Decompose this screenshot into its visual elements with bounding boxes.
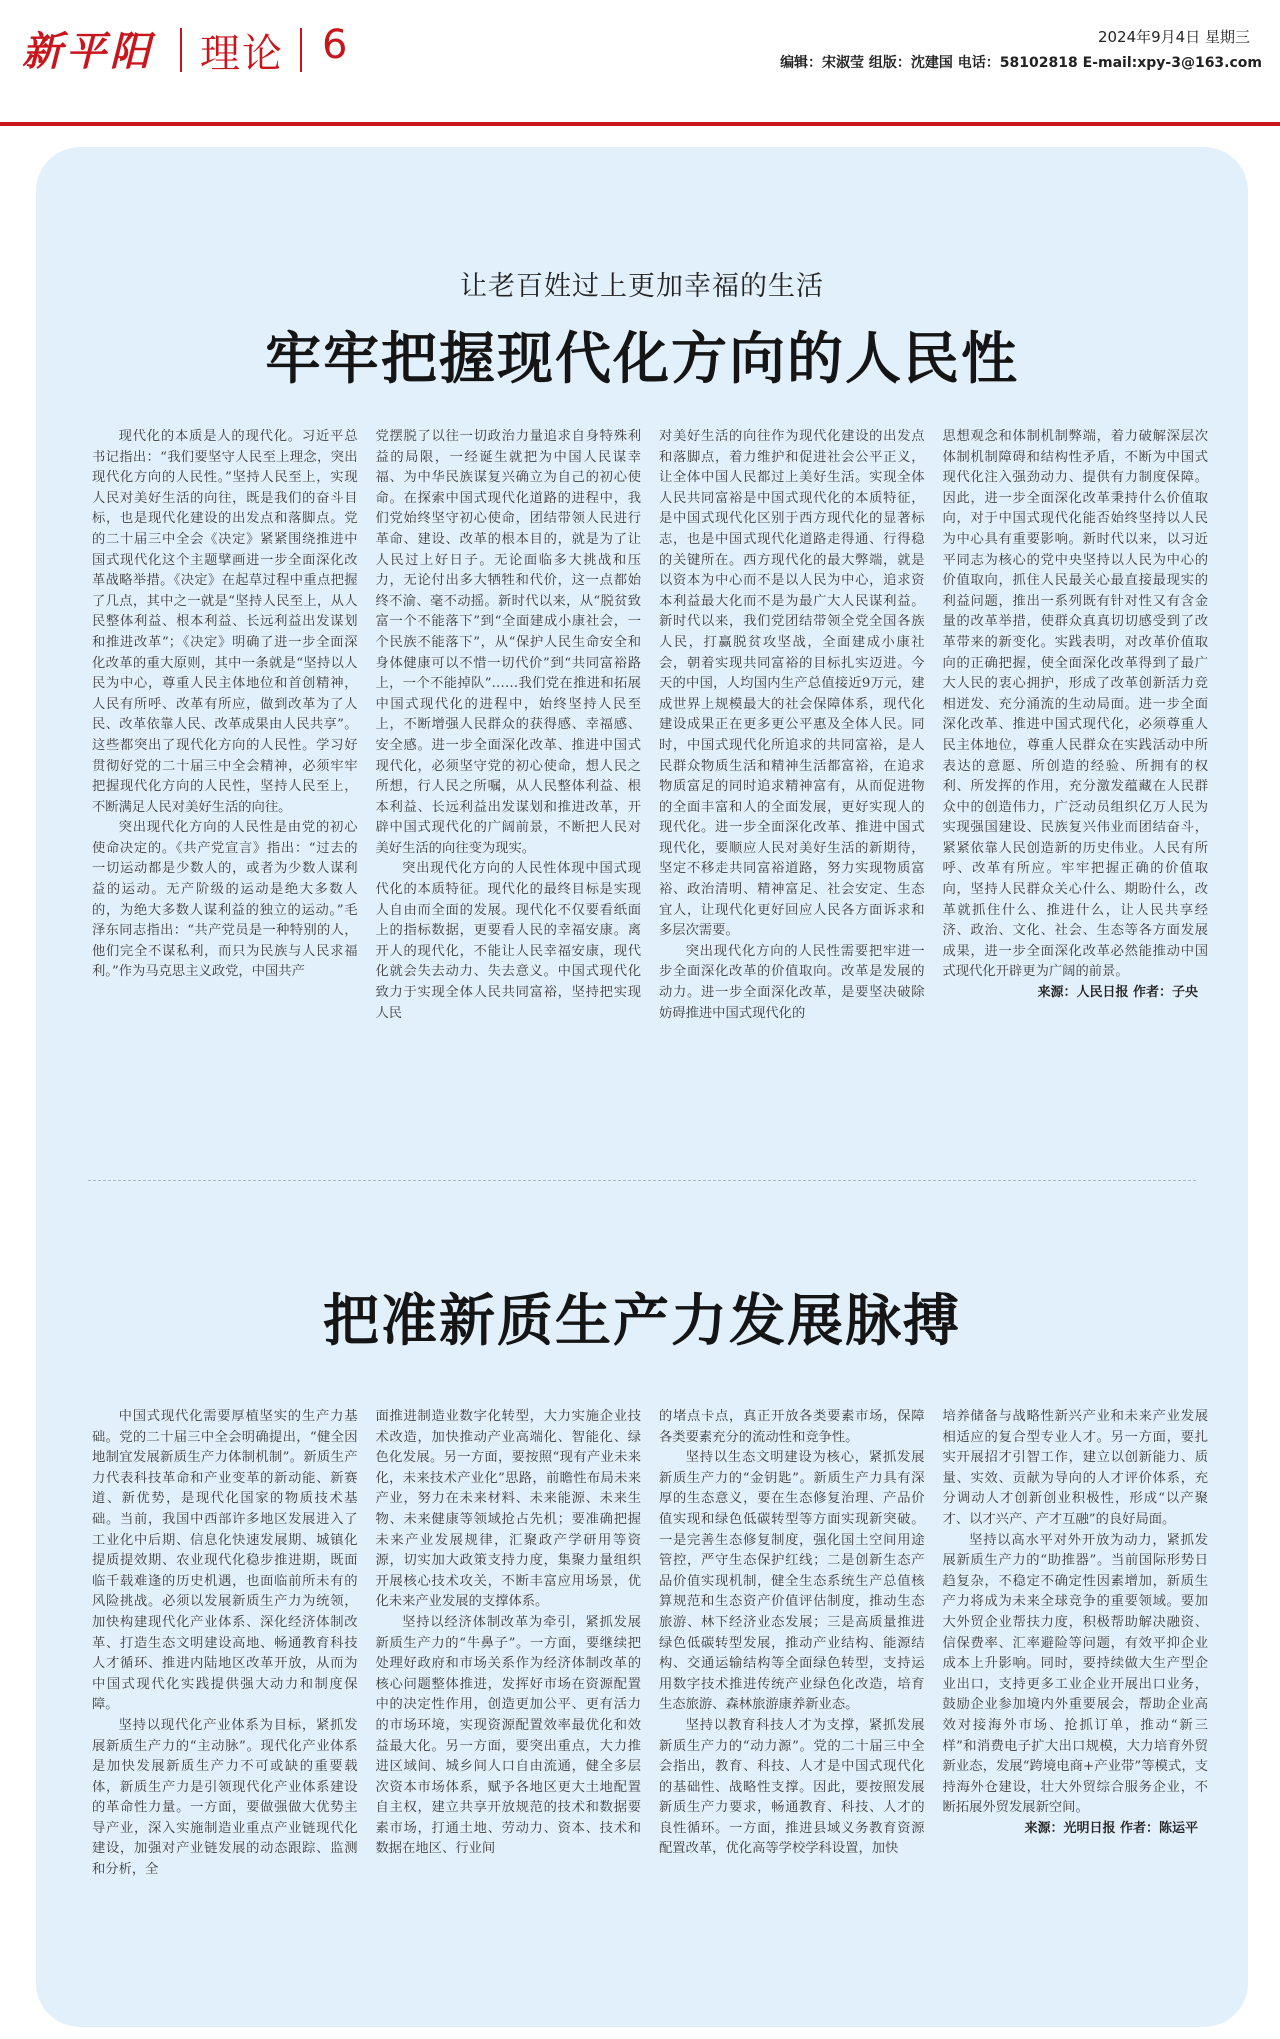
paragraph: 思想观念和体制机制弊端，着力破解深层次体制机制障碍和结构性矛盾，不断为中国式现代化注入强劲动力、提供有力制度保障。因此，进一步全面深化改革秉持什么价值取向，对于中国式现代化能否始终坚持以人民为中心具有重要影响。新时代以来，以习近平同志为核心的党中央坚持以人民为中心的价值取向，抓住人民最关心最直接最现实的利益问题，推出一系列既有针对性又有含金量的改革举措，使群众真真切切感受到了改革带来的新变化。实践表明，对改革价值取向的正确把握，使全面深化改革得到了最广大人民的衷心拥护，形成了改革创新活力竞相迸发、充分涌流的生动局面。进一步全面深化改革、推进中国式现代化，必须尊重人民主体地位，尊重人民群众在实践活动中所表达的意愿、所创造的经验、所拥有的权利、所发挥的作用，充分激发蕴藏在人民群众中的创造伟力，广泛动员组织亿万人民为实现强国建设、民族复兴伟业而团结奋斗，紧紧依靠人民创造新的历史伟业。人民有所呼、改革有所应。牢牢把握正确的价值取向，坚持人民群众关心什么、期盼什么，改革就抓住什么、推进什么，让人民共享经济、政治、文化、社会、生态等各方面发展成果，进一步全面深化改革必然能推动中国式现代化开辟更为广阔的前景。 xyxy=(942,429,1208,980)
masthead xyxy=(0,0,1280,130)
newspaper-logo: 新平阳 xyxy=(22,28,154,75)
article1-body xyxy=(92,427,1208,1247)
section-name: 理论 xyxy=(200,31,284,77)
paragraph: 突出现代化方向的人民性需要把牢进一步全面深化改革的价值取向。改革是发展的动力。进一步全面深化改革，是要坚决破除妨碍推进中国式现代化的 xyxy=(659,943,925,1021)
article2-column xyxy=(376,1407,642,1907)
masthead-separator xyxy=(300,28,302,72)
article1-column xyxy=(943,427,1209,1247)
paragraph: 培养储备与战略性新兴产业和未来产业发展相适应的复合型专业人才。另一方面，要扎实开展招才引智工作，建立以创新能力、质量、实效、贡献为导向的人才评价体系，充分调动人才创新创业积极性，形成“以产聚才、以才兴产、产才互融”的良好局面。 xyxy=(942,1409,1208,1527)
paragraph: 现代化的本质是人的现代化。习近平总书记指出：“我们要坚守人民至上理念，突出现代化方向的人民性。”坚持人民至上，实现人民对美好生活的向往，既是我们的奋斗目标，也是现代化建设的出发点和落脚点。党的二十届三中全会《决定》紧紧围绕推进中国式现代化这个主题擘画进一步全面深化改革战略举措。《决定》在起草过程中重点把握了几点，其中之一就是“坚持人民至上，从人民整体利益、根本利益、长远利益出发谋划和推进改革”；《决定》明确了进一步全面深化改革的重大原则，其中一条就是“坚持以人民为中心，尊重人民主体地位和首创精神，人民有所呼、改革有所应，做到改革为了人民、改革依靠人民、改革成果由人民共享”。这些都突出了现代化方向的人民性。学习好贯彻好党的二十届三中全会精神，必须牢牢把握现代化方向的人民性，坚持人民至上，不断满足人民对美好生活的向往。 xyxy=(92,429,358,815)
editor-credits: 编辑：宋淑莹 组版：沈建国 电话：58102818 E-mail:xpy-3@163.com xyxy=(780,55,1262,71)
content-panel xyxy=(36,147,1248,2027)
article2-column xyxy=(659,1407,925,1907)
masthead-rule xyxy=(0,122,1280,126)
paragraph: 坚持以经济体制改革为牵引，紧抓发展新质生产力的“牛鼻子”。一方面，要继续把处理好政府和市场关系作为经济体制改革的核心问题整体推进，发挥好市场在资源配置中的决定性作用，创造更加公平、更有活力的市场环境，实现资源配置效率最优化和效益最大化。另一方面，要突出重点，大力推进区域间、城乡间人口自由流通，健全多层次资本市场体系，赋予各地区更大土地配置自主权，建立共享开放规范的技术和数据要素市场，打通土地、劳动力、资本、技术和数据在地区、行业间 xyxy=(375,1614,641,1857)
paragraph: 突出现代化方向的人民性是由党的初心使命决定的。《共产党宣言》指出：“过去的一切运动都是少数人的，或者为少数人谋利益的运动。无产阶级的运动是绝大多数人的，为绝大多数人谋利益的独立的运动。”毛泽东同志指出：“共产党员是一种特别的人，他们完全不谋私利，而只为民族与人民求福利。”作为马克思主义政党，中国共产 xyxy=(92,820,358,980)
paragraph: 党摆脱了以往一切政治力量追求自身特殊利益的局限，一经诞生就把为中国人民谋幸福、为中华民族谋复兴确立为自己的初心使命。在探索中国式现代化道路的进程中，我们党始终坚守初心使命，团结带领人民进行革命、建设、改革的根本目的，就是为了让人民过上好日子。无论面临多大挑战和压力，无论付出多大牺牲和代价，这一点都始终不渝、毫不动摇。新时代以来，从“脱贫致富一个不能落下”到“全面建成小康社会，一个民族不能落下”，从“保护人民生命安全和身体健康可以不惜一切代价”到“共同富裕路上，一个不能掉队”……我们党在推进和拓展中国式现代化的进程中，始终坚持人民至上，不断增强人民群众的获得感、幸福感、安全感。进一步全面深化改革、推进中国式现代化，必须坚守党的初心使命，想人民之所想，行人民之所嘱，从人民整体利益、根本利益、长远利益出发谋划和推进改革，开辟中国式现代化的广阔前景，不断把人民对美好生活的向往变为现实。 xyxy=(375,429,641,856)
paragraph: 中国式现代化需要厚植坚实的生产力基础。党的二十届三中全会明确提出，“健全因地制宜发展新质生产力体制机制”。新质生产力代表科技革命和产业变革的新动能、新赛道、新优势，是现代化国家的物质技术基础。当前，我国中西部许多地区发展进入了工业化中后期、信息化快速发展期、城镇化提质提效期、农业现代化稳步推进期，既面临千载难逢的历史机遇，也面临前所未有的风险挑战。必须以发展新质生产力为统领，加快构建现代化产业体系、深化经济体制改革、打造生态文明建设高地、畅通教育科技人才循环、推进内陆地区改革开放，从而为中国式现代化实践提供强大动力和制度保障。 xyxy=(92,1409,358,1713)
article1-column xyxy=(92,427,358,1247)
page-number: 6 xyxy=(322,22,348,68)
article1-kicker: 让老百姓过上更加幸福的生活 xyxy=(460,271,824,302)
article1-byline: 来源：人民日报 作者：子央 xyxy=(1037,985,1198,1001)
paragraph: 的堵点卡点，真正开放各类要素市场，保障各类要素充分的流动性和竞争性。 xyxy=(659,1409,925,1445)
article2-body xyxy=(92,1407,1208,1907)
article2-byline: 来源：光明日报 作者：陈运平 xyxy=(1024,1820,1198,1836)
paragraph: 面推进制造业数字化转型，大力实施企业技术改造，加快推动产业高端化、智能化、绿色化发展。另一方面，要按照“现有产业未来化，未来技术产业化”思路，前瞻性布局未来产业，努力在未来材料、未来能源、未来生物、未来健康等领域抢占先机；要准确把握未来产业发展规律，汇聚政产学研用等资源，切实加大政策支持力度，集聚力量组织开展核心技术攻关，不断丰富应用场景，优化未来产业发展的支撑体系。 xyxy=(375,1409,641,1610)
article1-column xyxy=(659,427,925,1247)
paragraph: 坚持以生态文明建设为核心，紧抓发展新质生产力的“金钥匙”。新质生产力具有深厚的生态意义，要在生态修复治理、产品价值实现和绿色低碳转型等方面实现新突破。一是完善生态修复制度，强化国土空间用途管控，严守生态保护红线；二是创新生态产品价值实现机制，健全生态系统生产总值核算规范和生态资产价值评估制度，推动生态旅游、林下经济业态发展；三是高质量推进绿色低碳转型发展，推动产业结构、能源结构、交通运输结构等全面绿色转型，支持运用数字技术推进传统产业绿色化改造，培育生态旅游、森林旅游康养新业态。 xyxy=(659,1450,925,1713)
paragraph: 坚持以高水平对外开放为动力，紧抓发展新质生产力的“助推器”。当前国际形势日趋复杂，不稳定不确定性因素增加，新质生产力将成为未来全球竞争的重要领域。要加大外贸企业帮扶力度，积极帮助解决融资、信保费率、汇率避险等问题，有效平抑企业成本上升影响。同时，要持续做大生产型企业出口，支持更多工业企业开展出口业务，鼓励企业参加境内外重要展会，帮助企业高效对接海外市场、抢抓订单，推动“新三样”和消费电子扩大出口规模，大力培育外贸新业态，发展“跨境电商+产业带”等模式，支持海外仓建设，壮大外贸综合服务企业，不断拓展外贸发展新空间。 xyxy=(942,1532,1208,1816)
article-divider xyxy=(88,1180,1196,1181)
article1-title: 牢牢把握现代化方向的人民性 xyxy=(265,327,1019,392)
paragraph: 突出现代化方向的人民性体现中国式现代化的本质特征。现代化的最终目标是实现人自由而全面的发展。现代化不仅要看纸面上的指标数据，更要看人民的幸福安康。离开人的现代化，不能让人民幸福安康，现代化就会失去动力、失去意义。中国式现代化致力于实现全体人民共同富裕，坚持把实现人民 xyxy=(375,861,641,1021)
paragraph: 坚持以现代化产业体系为目标，紧抓发展新质生产力的“主动脉”。现代化产业体系是加快发展新质生产力不可或缺的重要载体，新质生产力是引领现代化产业体系建设的革命性力量。一方面，要做强做大优势主导产业，深入实施制造业重点产业链现代化建设，加强对产业链发展的动态跟踪、监测和分析，全 xyxy=(92,1717,358,1878)
paragraph: 坚持以教育科技人才为支撑，紧抓发展新质生产力的“动力源”。党的二十届三中全会指出，教育、科技、人才是中国式现代化的基础性、战略性支撑。因此，要按照发展新质生产力要求，畅通教育、科技、人才的良性循环。一方面，推进县域义务教育资源配置改革，优化高等学校学科设置，加快 xyxy=(659,1717,925,1857)
article2-column xyxy=(943,1407,1209,1907)
paragraph: 对美好生活的向往作为现代化建设的出发点和落脚点，着力维护和促进社会公平正义，让全体中国人民都过上美好生活。实现全体人民共同富裕是中国式现代化的本质特征，是中国式现代化区别于西方现代化的显著标志，也是中国式现代化道路走得通、行得稳的关键所在。西方现代化的最大弊端，就是以资本为中心而不是以人民为中心，追求资本利益最大化而不是为最广大人民谋利益。新时代以来，我们党团结带领全党全国各族人民，打赢脱贫攻坚战，全面建成小康社会，朝着实现共同富裕的目标扎实迈进。今天的中国，人均国内生产总值接近9万元，建成世界上规模最大的社会保障体系，现代化建设成果正在更多更公平惠及全体人民。同时，中国式现代化所追求的共同富裕，是人民群众物质生活和精神生活都富裕，在追求物质富足的同时追求精神富有，从而促进物的全面丰富和人的全面发展，更好实现人的现代化。进一步全面深化改革、推进中国式现代化，要顺应人民对美好生活的新期待，坚定不移走共同富裕道路，努力实现物质富裕、政治清明、精神富足、社会安定、生态宜人，让现代化更好回应人民各方面诉求和多层次需要。 xyxy=(659,429,925,939)
article2-title: 把准新质生产力发展脉搏 xyxy=(323,1289,961,1354)
article1-column xyxy=(376,427,642,1247)
issue-date: 2024年9月4日 星期三 xyxy=(1097,28,1250,46)
article2-column xyxy=(92,1407,358,1907)
masthead-separator xyxy=(180,28,182,72)
